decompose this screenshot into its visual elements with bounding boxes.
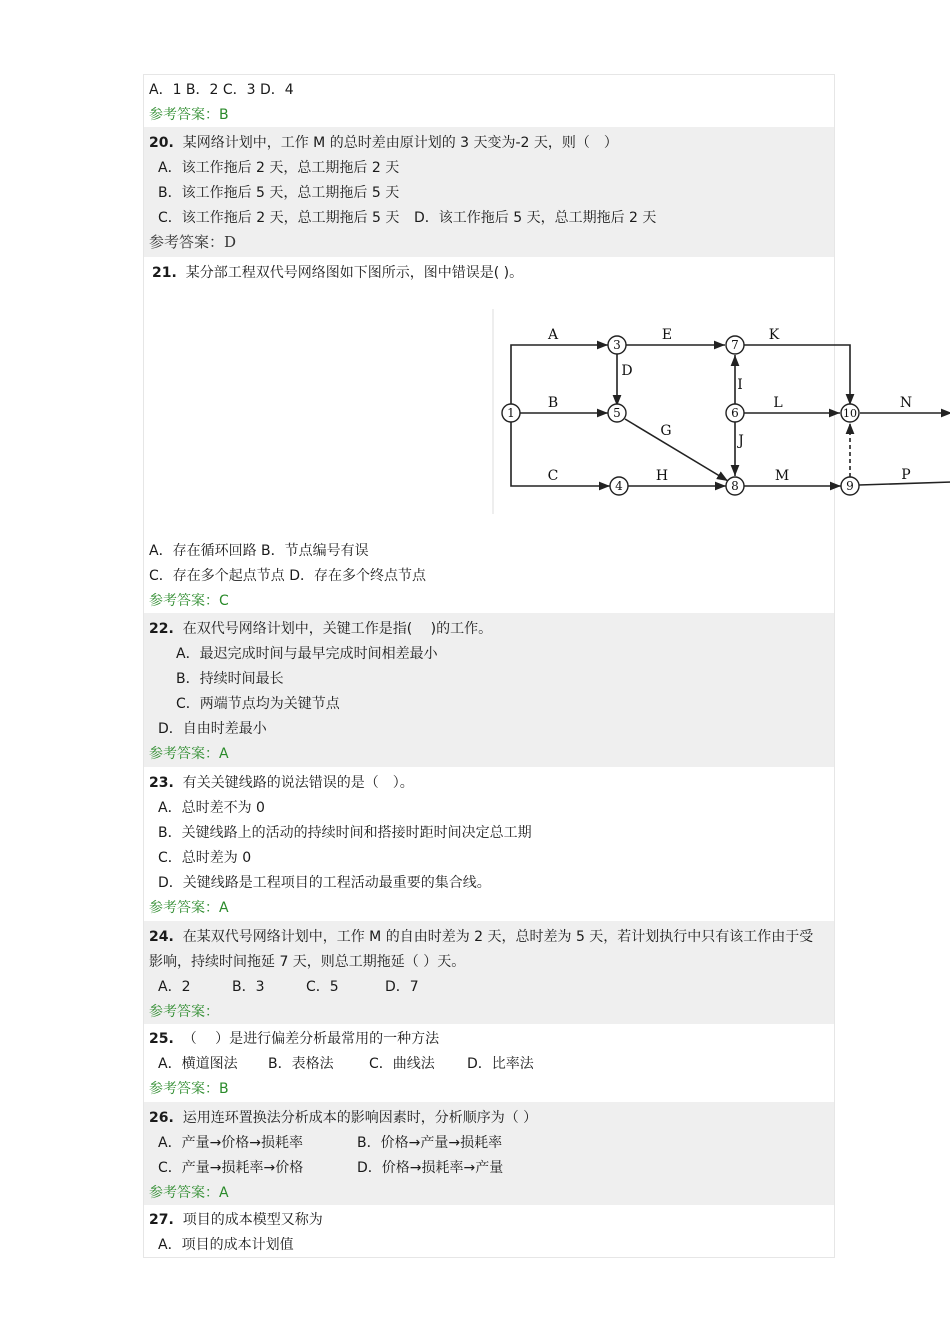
node-label-1: 1 bbox=[507, 406, 515, 420]
q26-answer: 参考答案：A bbox=[149, 1185, 229, 1201]
q26-option-c: C．产量→损耗率→价格 bbox=[158, 1160, 304, 1176]
q22-option-d: D．自由时差最小 bbox=[158, 721, 267, 737]
q27-number: 27. bbox=[149, 1212, 174, 1228]
q21-answer: 参考答案：C bbox=[149, 593, 229, 609]
q22-answer: 参考答案：A bbox=[149, 746, 229, 762]
node-label-4: 4 bbox=[615, 479, 623, 493]
label-g: G bbox=[660, 423, 672, 439]
question-24 bbox=[144, 921, 834, 1024]
q20-option-d: D．该工作拖后 5 天，总工期拖后 2 天 bbox=[414, 210, 657, 226]
label-p: P bbox=[901, 467, 911, 483]
question-26 bbox=[144, 1102, 834, 1205]
arrow-g bbox=[625, 419, 728, 481]
q20-answer: 参考答案：D bbox=[149, 233, 237, 251]
q26-number: 26. bbox=[149, 1110, 174, 1126]
arrow-a bbox=[511, 345, 608, 404]
label-n: N bbox=[899, 395, 913, 411]
document-page bbox=[143, 74, 913, 1258]
q23-option-b: B．关键线路上的活动的持续时间和搭接时距时间决定总工期 bbox=[158, 825, 532, 841]
node-label-6: 6 bbox=[731, 406, 739, 420]
label-k: K bbox=[768, 327, 780, 343]
q22-option-b: B．持续时间最长 bbox=[176, 671, 284, 687]
node-label-7: 7 bbox=[731, 338, 739, 352]
q23-option-a: A．总时差不为 0 bbox=[158, 800, 265, 816]
q24-option-d: D．7 bbox=[385, 979, 419, 995]
label-e: E bbox=[661, 327, 673, 343]
label-a: A bbox=[547, 327, 559, 343]
arrow-k bbox=[743, 345, 850, 405]
question-25 bbox=[144, 1024, 834, 1102]
q24-option-c: C．5 bbox=[306, 979, 339, 995]
q19-answer: 参考答案：B bbox=[149, 107, 229, 123]
node-label-10: 10 bbox=[843, 407, 857, 420]
q20-option-c: C．该工作拖后 2 天，总工期拖后 5 天 bbox=[158, 210, 400, 226]
node-label-8: 8 bbox=[731, 479, 739, 493]
q26-option-a: A．产量→价格→损耗率 bbox=[158, 1135, 304, 1151]
label-j: J bbox=[738, 433, 744, 449]
node-label-9: 9 bbox=[846, 479, 854, 493]
q23-number: 23. bbox=[149, 775, 174, 791]
q23-stem: 有关关键线路的说法错误的是（ ）。 bbox=[182, 775, 414, 791]
q21-stem: 某分部工程双代号网络图如下图所示，图中错误是( )。 bbox=[185, 265, 524, 281]
q25-option-b: B．表格法 bbox=[268, 1056, 334, 1072]
q20-stem: 某网络计划中，工作 M 的总时差由原计划的 3 天变为-2 天，则（ ） bbox=[182, 135, 618, 151]
q23-option-d: D．关键线路是工程项目的工程活动最重要的集合线。 bbox=[158, 875, 491, 891]
q21-number: 21. bbox=[152, 265, 177, 281]
label-i: I bbox=[737, 377, 743, 393]
q20-option-a: A．该工作拖后 2 天，总工期拖后 2 天 bbox=[158, 160, 400, 176]
q26-option-b: B．价格→产量→损耗率 bbox=[357, 1135, 503, 1151]
arrow-c bbox=[511, 422, 610, 486]
q24-option-a: A．2 bbox=[158, 979, 191, 995]
q22-stem: 在双代号网络计划中，关键工作是指( )的工作。 bbox=[182, 621, 493, 637]
question-23 bbox=[144, 767, 834, 921]
label-m: M bbox=[774, 468, 790, 484]
question-20 bbox=[144, 127, 834, 257]
q25-answer: 参考答案：B bbox=[149, 1081, 229, 1097]
q24-stem-line2: 影响，持续时间拖延 7 天，则总工期拖延（ ）天。 bbox=[149, 954, 466, 970]
q20-option-b: B．该工作拖后 5 天，总工期拖后 5 天 bbox=[158, 185, 400, 201]
q22-option-a: A．最迟完成时间与最早完成时间相差最小 bbox=[176, 646, 438, 662]
q24-stem-line1: 在某双代号网络计划中，工作 M 的自由时差为 2 天，总时差为 5 天，若计划执行中只有该工作由于受 bbox=[182, 929, 814, 945]
q21-option-ab: A．存在循环回路 B．节点编号有误 bbox=[149, 543, 369, 559]
q25-stem: （ ）是进行偏差分析最常用的一种方法 bbox=[182, 1031, 440, 1047]
q20-number: 20. bbox=[149, 135, 174, 151]
question-22 bbox=[144, 613, 834, 767]
q23-option-c: C．总时差为 0 bbox=[158, 850, 252, 866]
q27-option-a: A．项目的成本计划值 bbox=[158, 1237, 294, 1253]
q26-option-d: D．价格→损耗率→产量 bbox=[357, 1160, 504, 1176]
q26-stem: 运用连环置换法分析成本的影响因素时，分析顺序为（ ） bbox=[182, 1110, 538, 1126]
label-h: H bbox=[655, 468, 669, 484]
q25-number: 25. bbox=[149, 1031, 174, 1047]
q24-option-b: B．3 bbox=[232, 979, 265, 995]
label-c: C bbox=[547, 468, 559, 484]
label-d: D bbox=[621, 363, 633, 379]
q22-number: 22. bbox=[149, 621, 174, 637]
q25-option-c: C．曲线法 bbox=[369, 1056, 435, 1072]
q23-answer: 参考答案：A bbox=[149, 900, 229, 916]
question-19-tail bbox=[144, 75, 834, 127]
q25-option-d: D．比率法 bbox=[467, 1056, 534, 1072]
q25-option-a: A．横道图法 bbox=[158, 1056, 238, 1072]
node-label-5: 5 bbox=[613, 406, 621, 420]
network-diagram bbox=[492, 309, 950, 514]
question-27 bbox=[144, 1205, 834, 1257]
q27-stem: 项目的成本模型又称为 bbox=[182, 1212, 323, 1228]
label-l: L bbox=[773, 395, 783, 411]
q24-number: 24. bbox=[149, 929, 174, 945]
q19-options: A．1 B．2 C．3 D．4 bbox=[149, 82, 294, 98]
q21-option-cd: C．存在多个起点节点 D．存在多个终点节点 bbox=[149, 568, 427, 584]
label-b: B bbox=[547, 395, 559, 411]
q22-option-c: C．两端节点均为关键节点 bbox=[176, 696, 340, 712]
node-label-3: 3 bbox=[613, 338, 621, 352]
q24-answer: 参考答案： bbox=[149, 1004, 219, 1020]
